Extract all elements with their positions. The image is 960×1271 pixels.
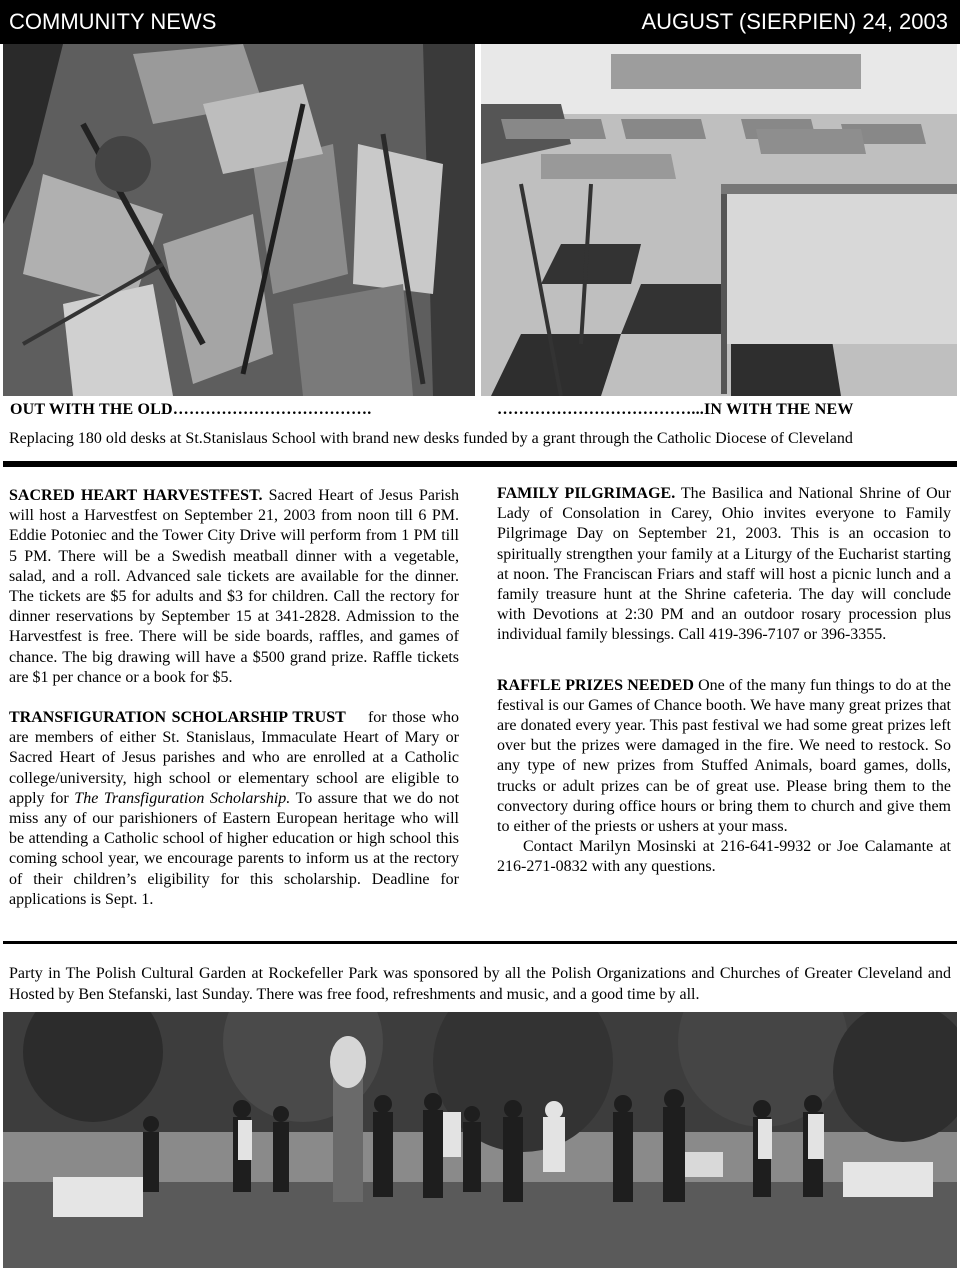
section-divider-bottom xyxy=(3,941,957,944)
harvestfest-heading: SACRED HEART HARVESTFEST. xyxy=(9,487,263,504)
scholarship-title: The Transfiguration Scholarship. xyxy=(74,789,291,807)
raffle-article xyxy=(497,676,951,838)
section-divider xyxy=(3,461,957,467)
raffle-contact: Contact Marilyn Mosinski at 216-641-9932 or Joe Calamante at 216-271-0832 with any questions. xyxy=(497,838,951,876)
garden-party-caption: Party in The Polish Cultural Garden at Rockefeller Park was sponsored by all the Polish Organizations and Churches of Greater Cleveland and Hosted by Ben Stefanski, last Sunday. There was free food, refreshments and music, and a good time by all. xyxy=(9,965,951,1003)
pilgrimage-heading: FAMILY PILGRIMAGE. xyxy=(497,485,676,502)
caption-in-with-the-new: ………………………………...IN WITH THE NEW xyxy=(497,401,854,418)
left-column xyxy=(9,486,459,910)
right-column xyxy=(497,484,951,878)
scholarship-body-2: To assure that we do not miss any of our parishioners of Eastern European heritage who will be attending a Catholic school of higher education or high school this coming school year, we encourage parents to inform us at the rectory of their children’s eligibility for this scholarship. Deadline for applications is Sept. 1. xyxy=(9,789,460,908)
issue-date: AUGUST (SIERPIEN) 24, 2003 xyxy=(641,9,948,34)
pilgrimage-article xyxy=(497,484,951,646)
out-with-the-old-photo xyxy=(3,44,475,396)
desk-photo-caption: Replacing 180 old desks at St.Stanislaus School with brand new desks funded by a grant through the Catholic Diocese of Cleveland xyxy=(9,430,853,447)
raffle-heading: RAFFLE PRIZES NEEDED xyxy=(497,676,694,694)
harvestfest-body: Sacred Heart of Jesus Parish will host a Harvestfest on September 21, 2003 from noon till 6 PM. Eddie Potoniec and the Tower City Drive will perform from 1 PM till 5 PM. There will be a Swedish meatball dinner with a vegetable, salad, and a roll. Advanced sale tickets are available for the dinner. The tickets are $5 for adults and $3 for children. Call the rectory for dinner reservations by September 15 at 341-2828. Admission to the Harvestfest is free. There will be side boards, raffles, and games of chance. The big drawing will have a $500 grand prize. Raffle tickets are $1 per chance or a book for $5. xyxy=(9,487,460,686)
scholarship-article xyxy=(9,708,459,910)
scholarship-body-1: for those who are members of either St. Stanislaus, Immaculate Heart of Mary or Sacred Heart of Jesus parishes and who are enrolled at a Catholic college/university, high school or elementary school are eligible to apply for xyxy=(9,709,459,807)
raffle-body: One of the many fun things to do at the festival is our Games of Chance booth. We have many great prizes that are donated every year. This past festival we had some great prizes left over but the prizes were damaged in the fire. We need to restock. So any type of new prizes from Stuffed Animals, board games, dolls, trucks or adult prizes can be of great use. Please bring them to the convectory during office hours or bring them to church and give them to either of the priests or ushers at your mass. xyxy=(497,676,952,836)
polish-cultural-garden-party-photo xyxy=(3,1012,957,1268)
masthead xyxy=(0,0,960,44)
pilgrimage-body: The Basilica and National Shrine of Our Lady of Consolation in Carey, Ohio invites everyone to Family Pilgrimage Day on September 21, 2003. This is an occasion to spiritually strengthen your family at a Liturgy of the Eucharist starting at noon. The Franciscan Friars and staff will host a picnic lunch and a family treasure hunt at the Shrine cafeteria. The day will conclude with Devotions at 2:30 PM and an outdoor rosary procession plus individual family blessings. Call 419-396-7107 or 396-3355. xyxy=(497,485,951,644)
in-with-the-new-photo xyxy=(481,44,957,396)
scholarship-heading: TRANSFIGURATION SCHOLARSHIP TRUST xyxy=(9,709,346,727)
harvestfest-article xyxy=(9,486,459,688)
caption-out-with-the-old: OUT WITH THE OLD………………………………. xyxy=(10,401,372,418)
section-title: COMMUNITY NEWS xyxy=(9,9,217,34)
